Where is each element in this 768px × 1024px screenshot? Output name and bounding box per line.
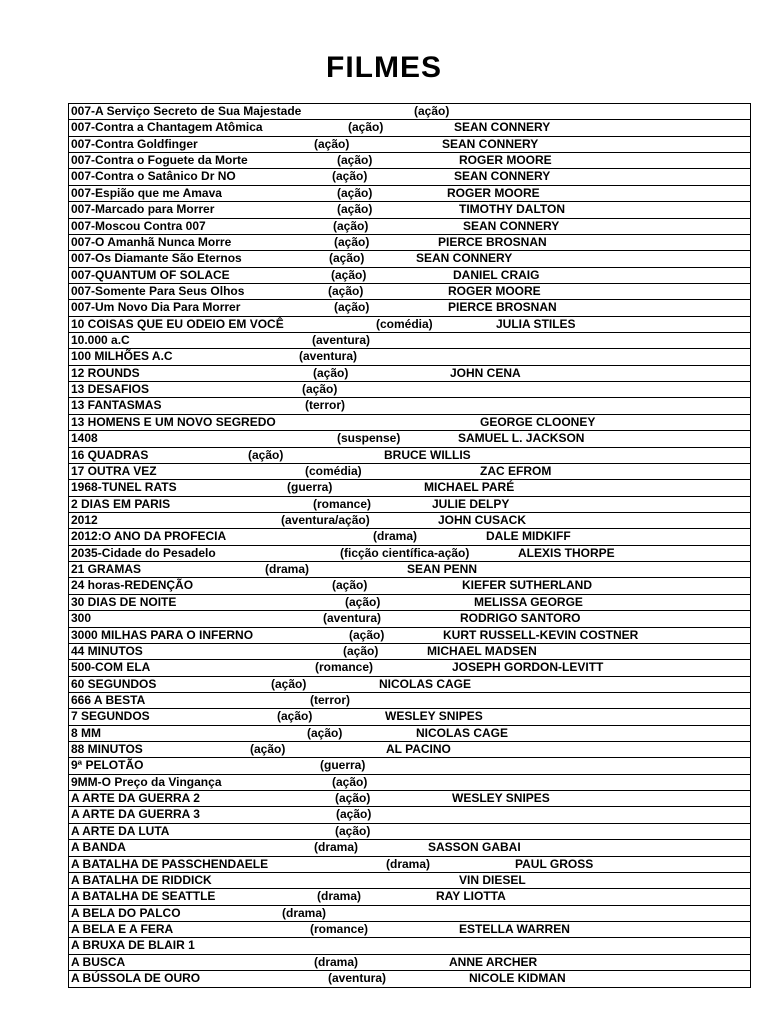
table-row bbox=[69, 349, 750, 365]
table-row bbox=[69, 431, 750, 447]
movie-title: A ARTE DA GUERRA 3 bbox=[71, 807, 200, 822]
table-row bbox=[69, 889, 750, 905]
movie-title: 13 FANTASMAS bbox=[71, 398, 162, 413]
movie-actor: SASSON GABAI bbox=[428, 840, 521, 855]
movie-actor: SEAN CONNERY bbox=[454, 120, 551, 135]
movie-genre: (ação) bbox=[348, 120, 384, 135]
movie-title: 007-O Amanhã Nunca Morre bbox=[71, 234, 232, 249]
movie-actor: JOSEPH GORDON-LEVITT bbox=[452, 660, 604, 675]
movie-title: A BATALHA DE SEATTLE bbox=[71, 889, 216, 904]
table-row bbox=[69, 628, 750, 644]
movie-genre: (aventura) bbox=[328, 971, 387, 986]
table-row bbox=[69, 497, 750, 513]
movie-genre: (terror) bbox=[310, 692, 351, 707]
movie-title: 2012 bbox=[71, 512, 98, 527]
movie-genre: (aventura) bbox=[312, 333, 371, 348]
movie-actor: VIN DIESEL bbox=[459, 872, 526, 887]
movie-title: A BANDA bbox=[71, 840, 126, 855]
table-row bbox=[69, 333, 750, 349]
table-row bbox=[69, 955, 750, 971]
movie-actor: SEAN CONNERY bbox=[442, 136, 539, 151]
movie-actor: ROGER MOORE bbox=[447, 185, 540, 200]
table-row bbox=[69, 317, 750, 333]
movie-title: 007-QUANTUM OF SOLACE bbox=[71, 267, 230, 282]
movie-genre: (drama) bbox=[317, 889, 362, 904]
movie-genre: (ação) bbox=[414, 104, 450, 118]
movie-actor: NICOLAS CAGE bbox=[379, 676, 472, 691]
movie-actor: ZAC EFROM bbox=[480, 463, 552, 478]
movie-title: 500-COM ELA bbox=[71, 660, 151, 675]
table-row bbox=[69, 840, 750, 856]
movie-title: 44 MINUTOS bbox=[71, 643, 143, 658]
movie-title: 007-Contra a Chantagem Atômica bbox=[71, 120, 263, 135]
movie-title: 007-Contra o Foguete da Morte bbox=[71, 153, 248, 168]
movie-genre: (ação) bbox=[335, 823, 371, 838]
movie-genre: (ação) bbox=[332, 169, 368, 184]
movie-title: 2012:O ANO DA PROFECIA bbox=[71, 529, 227, 544]
table-row bbox=[69, 284, 750, 300]
movie-title: 007-Espião que me Amava bbox=[71, 185, 222, 200]
table-row bbox=[69, 971, 750, 987]
movie-genre: (ação) bbox=[349, 627, 385, 642]
movie-title: 007-Os Diamante São Eternos bbox=[71, 251, 242, 266]
movie-actor: KIEFER SUTHERLAND bbox=[462, 578, 593, 593]
movie-genre: (ação) bbox=[313, 365, 349, 380]
movie-genre: (ação) bbox=[337, 153, 373, 168]
movie-title: A ARTE DA LUTA bbox=[71, 823, 170, 838]
table-row bbox=[69, 726, 750, 742]
movie-actor: KURT RUSSELL-KEVIN COSTNER bbox=[443, 627, 639, 642]
movie-actor: RAY LIOTTA bbox=[436, 889, 506, 904]
movie-title: 60 SEGUNDOS bbox=[71, 676, 157, 691]
movie-title: A BUSCA bbox=[71, 954, 126, 969]
movie-genre: (terror) bbox=[305, 398, 346, 413]
movie-title: 2 DIAS EM PARIS bbox=[71, 496, 171, 511]
table-row bbox=[69, 546, 750, 562]
table-row bbox=[69, 693, 750, 709]
movie-actor: WESLEY SNIPES bbox=[452, 791, 550, 806]
table-row bbox=[69, 464, 750, 480]
table-row bbox=[69, 677, 750, 693]
movie-genre: (ação) bbox=[334, 300, 370, 315]
movie-genre: (romance) bbox=[310, 921, 369, 936]
movie-title: 007-Contra o Satânico Dr NO bbox=[71, 169, 236, 184]
movie-title: 16 QUADRAS bbox=[71, 447, 149, 462]
movie-genre: (ação) bbox=[334, 234, 370, 249]
movie-title: 007-Somente Para Seus Olhos bbox=[71, 283, 245, 298]
movie-title: 9ª PELOTÃO bbox=[71, 758, 144, 773]
movie-table bbox=[68, 103, 751, 988]
movie-title: 10 COISAS QUE EU ODEIO EM VOCÊ bbox=[71, 316, 284, 331]
movie-title: 12 ROUNDS bbox=[71, 365, 140, 380]
movie-actor: GEORGE CLOONEY bbox=[480, 414, 596, 429]
table-row bbox=[69, 824, 750, 840]
table-row bbox=[69, 529, 750, 545]
movie-genre: (ação) bbox=[302, 382, 338, 397]
movie-actor: ROGER MOORE bbox=[448, 283, 541, 298]
table-row bbox=[69, 235, 750, 251]
movie-genre: (romance) bbox=[315, 660, 374, 675]
movie-genre: (ficção científica-ação) bbox=[340, 545, 470, 560]
movie-actor: NICOLAS CAGE bbox=[416, 725, 509, 740]
movie-genre: (drama) bbox=[282, 905, 327, 920]
table-row bbox=[69, 922, 750, 938]
table-row bbox=[69, 448, 750, 464]
movie-title: 3000 MILHAS PARA O INFERNO bbox=[71, 627, 254, 642]
movie-title: 1968-TUNEL RATS bbox=[71, 480, 177, 495]
table-row bbox=[69, 758, 750, 774]
movie-genre: (drama) bbox=[386, 856, 431, 871]
table-row bbox=[69, 120, 750, 136]
table-row bbox=[69, 660, 750, 676]
movie-title: A BÚSSOLA DE OURO bbox=[71, 971, 201, 986]
movie-title: 30 DIAS DE NOITE bbox=[71, 594, 177, 609]
movie-title: 007-Moscou Contra 007 bbox=[71, 218, 206, 233]
movie-genre: (drama) bbox=[265, 562, 310, 577]
movie-actor: JOHN CENA bbox=[450, 365, 521, 380]
movie-title: A BATALHA DE RIDDICK bbox=[71, 872, 212, 887]
movie-genre: (guerra) bbox=[320, 758, 366, 773]
movie-genre: (ação) bbox=[333, 218, 369, 233]
movie-title: 17 OUTRA VEZ bbox=[71, 463, 157, 478]
movie-genre: (aventura) bbox=[299, 349, 358, 364]
movie-actor: WESLEY SNIPES bbox=[385, 709, 483, 724]
movie-genre: (ação) bbox=[271, 676, 307, 691]
movie-genre: (ação) bbox=[329, 251, 365, 266]
movie-genre: (ação) bbox=[345, 594, 381, 609]
table-row bbox=[69, 480, 750, 496]
movie-genre: (ação) bbox=[332, 578, 368, 593]
movie-title: A BRUXA DE BLAIR 1 bbox=[71, 938, 195, 953]
movie-genre: (ação) bbox=[250, 742, 286, 757]
movie-actor: PIERCE BROSNAN bbox=[438, 234, 547, 249]
movie-actor: JOHN CUSACK bbox=[438, 512, 527, 527]
table-row bbox=[69, 578, 750, 594]
movie-genre: (romance) bbox=[313, 496, 372, 511]
movie-actor: PIERCE BROSNAN bbox=[448, 300, 557, 315]
movie-genre: (ação) bbox=[248, 447, 284, 462]
movie-title: 007-Marcado para Morrer bbox=[71, 202, 215, 217]
movie-genre: (ação) bbox=[314, 136, 350, 151]
table-row bbox=[69, 873, 750, 889]
movie-genre: (drama) bbox=[314, 954, 359, 969]
movie-genre: (ação) bbox=[332, 774, 368, 789]
movie-title: 8 MM bbox=[71, 725, 101, 740]
movie-title: 2035-Cidade do Pesadelo bbox=[71, 545, 216, 560]
movie-actor: MICHAEL MADSEN bbox=[427, 643, 537, 658]
movie-actor: NICOLE KIDMAN bbox=[469, 971, 566, 986]
movie-actor: SAMUEL L. JACKSON bbox=[458, 431, 585, 446]
movie-title: 1408 bbox=[71, 431, 98, 446]
movie-genre: (comédia) bbox=[305, 463, 362, 478]
movie-title: 7 SEGUNDOS bbox=[71, 709, 150, 724]
movie-genre: (drama) bbox=[373, 529, 418, 544]
table-row bbox=[69, 219, 750, 235]
movie-genre: (ação) bbox=[328, 283, 364, 298]
table-row bbox=[69, 807, 750, 823]
table-row bbox=[69, 366, 750, 382]
table-row bbox=[69, 300, 750, 316]
movie-genre: (ação) bbox=[337, 202, 373, 217]
movie-actor: MICHAEL PARÉ bbox=[424, 480, 515, 495]
table-row bbox=[69, 742, 750, 758]
movie-actor: DALE MIDKIFF bbox=[486, 529, 571, 544]
movie-title: 88 MINUTOS bbox=[71, 742, 143, 757]
movie-title: 007-Contra Goldfinger bbox=[71, 136, 198, 151]
movie-genre: (aventura/ação) bbox=[281, 512, 370, 527]
table-row bbox=[69, 268, 750, 284]
movie-actor: SEAN PENN bbox=[407, 562, 478, 577]
movie-title: 666 A BESTA bbox=[71, 692, 146, 707]
movie-genre: (ação) bbox=[343, 643, 379, 658]
movie-genre: (ação) bbox=[277, 709, 313, 724]
movie-actor: ANNE ARCHER bbox=[449, 954, 538, 969]
movie-title: A BATALHA DE PASSCHENDAELE bbox=[71, 856, 269, 871]
movie-title: 9MM-O Preço da Vingança bbox=[71, 774, 222, 789]
table-row bbox=[69, 938, 750, 954]
table-row bbox=[69, 906, 750, 922]
movie-title: 24 horas-REDENÇÃO bbox=[71, 578, 194, 593]
table-row bbox=[69, 382, 750, 398]
movie-actor: BRUCE WILLIS bbox=[384, 447, 471, 462]
movie-actor: ESTELLA WARREN bbox=[459, 921, 570, 936]
table-row bbox=[69, 644, 750, 660]
table-row bbox=[69, 562, 750, 578]
movie-title: 007-A Serviço Secreto de Sua Majestade bbox=[71, 104, 302, 118]
movie-genre: (drama) bbox=[314, 840, 359, 855]
table-row bbox=[69, 251, 750, 267]
table-row bbox=[69, 104, 750, 120]
movie-genre: (aventura) bbox=[323, 611, 382, 626]
movie-actor: ALEXIS THORPE bbox=[518, 545, 615, 560]
movie-title: 10.000 a.C bbox=[71, 333, 130, 348]
movie-title: A ARTE DA GUERRA 2 bbox=[71, 791, 200, 806]
movie-actor: DANIEL CRAIG bbox=[453, 267, 540, 282]
table-row bbox=[69, 709, 750, 725]
movie-genre: (ação) bbox=[331, 267, 367, 282]
table-row bbox=[69, 415, 750, 431]
table-row bbox=[69, 791, 750, 807]
table-row bbox=[69, 137, 750, 153]
table-row bbox=[69, 513, 750, 529]
movie-title: 13 DESAFIOS bbox=[71, 382, 150, 397]
movie-actor: ROGER MOORE bbox=[459, 153, 552, 168]
movie-title: 300 bbox=[71, 611, 92, 626]
movie-genre: (ação) bbox=[336, 807, 372, 822]
table-row bbox=[69, 857, 750, 873]
movie-genre: (guerra) bbox=[287, 480, 333, 495]
table-row bbox=[69, 398, 750, 414]
table-row bbox=[69, 611, 750, 627]
movie-actor: SEAN CONNERY bbox=[463, 218, 560, 233]
movie-genre: (suspense) bbox=[337, 431, 401, 446]
movie-title: 007-Um Novo Dia Para Morrer bbox=[71, 300, 241, 315]
movie-genre: (ação) bbox=[337, 185, 373, 200]
movie-actor: JULIA STILES bbox=[496, 316, 576, 331]
table-row bbox=[69, 186, 750, 202]
movie-title: 100 MILHÕES A.C bbox=[71, 349, 173, 364]
movie-actor: JULIE DELPY bbox=[432, 496, 510, 511]
movie-actor: PAUL GROSS bbox=[515, 856, 594, 871]
page-title: FILMES bbox=[326, 51, 442, 84]
movie-title: 13 HOMENS E UM NOVO SEGREDO bbox=[71, 414, 276, 429]
movie-title: A BELA E A FERA bbox=[71, 921, 174, 936]
table-row bbox=[69, 775, 750, 791]
table-row bbox=[69, 169, 750, 185]
movie-actor: MELISSA GEORGE bbox=[474, 594, 583, 609]
movie-actor: SEAN CONNERY bbox=[416, 251, 513, 266]
movie-title: 21 GRAMAS bbox=[71, 562, 142, 577]
movie-actor: AL PACINO bbox=[386, 742, 451, 757]
movie-actor: TIMOTHY DALTON bbox=[459, 202, 565, 217]
movie-genre: (comédia) bbox=[376, 316, 433, 331]
table-row bbox=[69, 153, 750, 169]
table-row bbox=[69, 202, 750, 218]
movie-genre: (ação) bbox=[335, 791, 371, 806]
movie-genre: (ação) bbox=[307, 725, 343, 740]
movie-title: A BELA DO PALCO bbox=[71, 905, 181, 920]
table-row bbox=[69, 595, 750, 611]
movie-actor: RODRIGO SANTORO bbox=[460, 611, 581, 626]
movie-actor: SEAN CONNERY bbox=[454, 169, 551, 184]
